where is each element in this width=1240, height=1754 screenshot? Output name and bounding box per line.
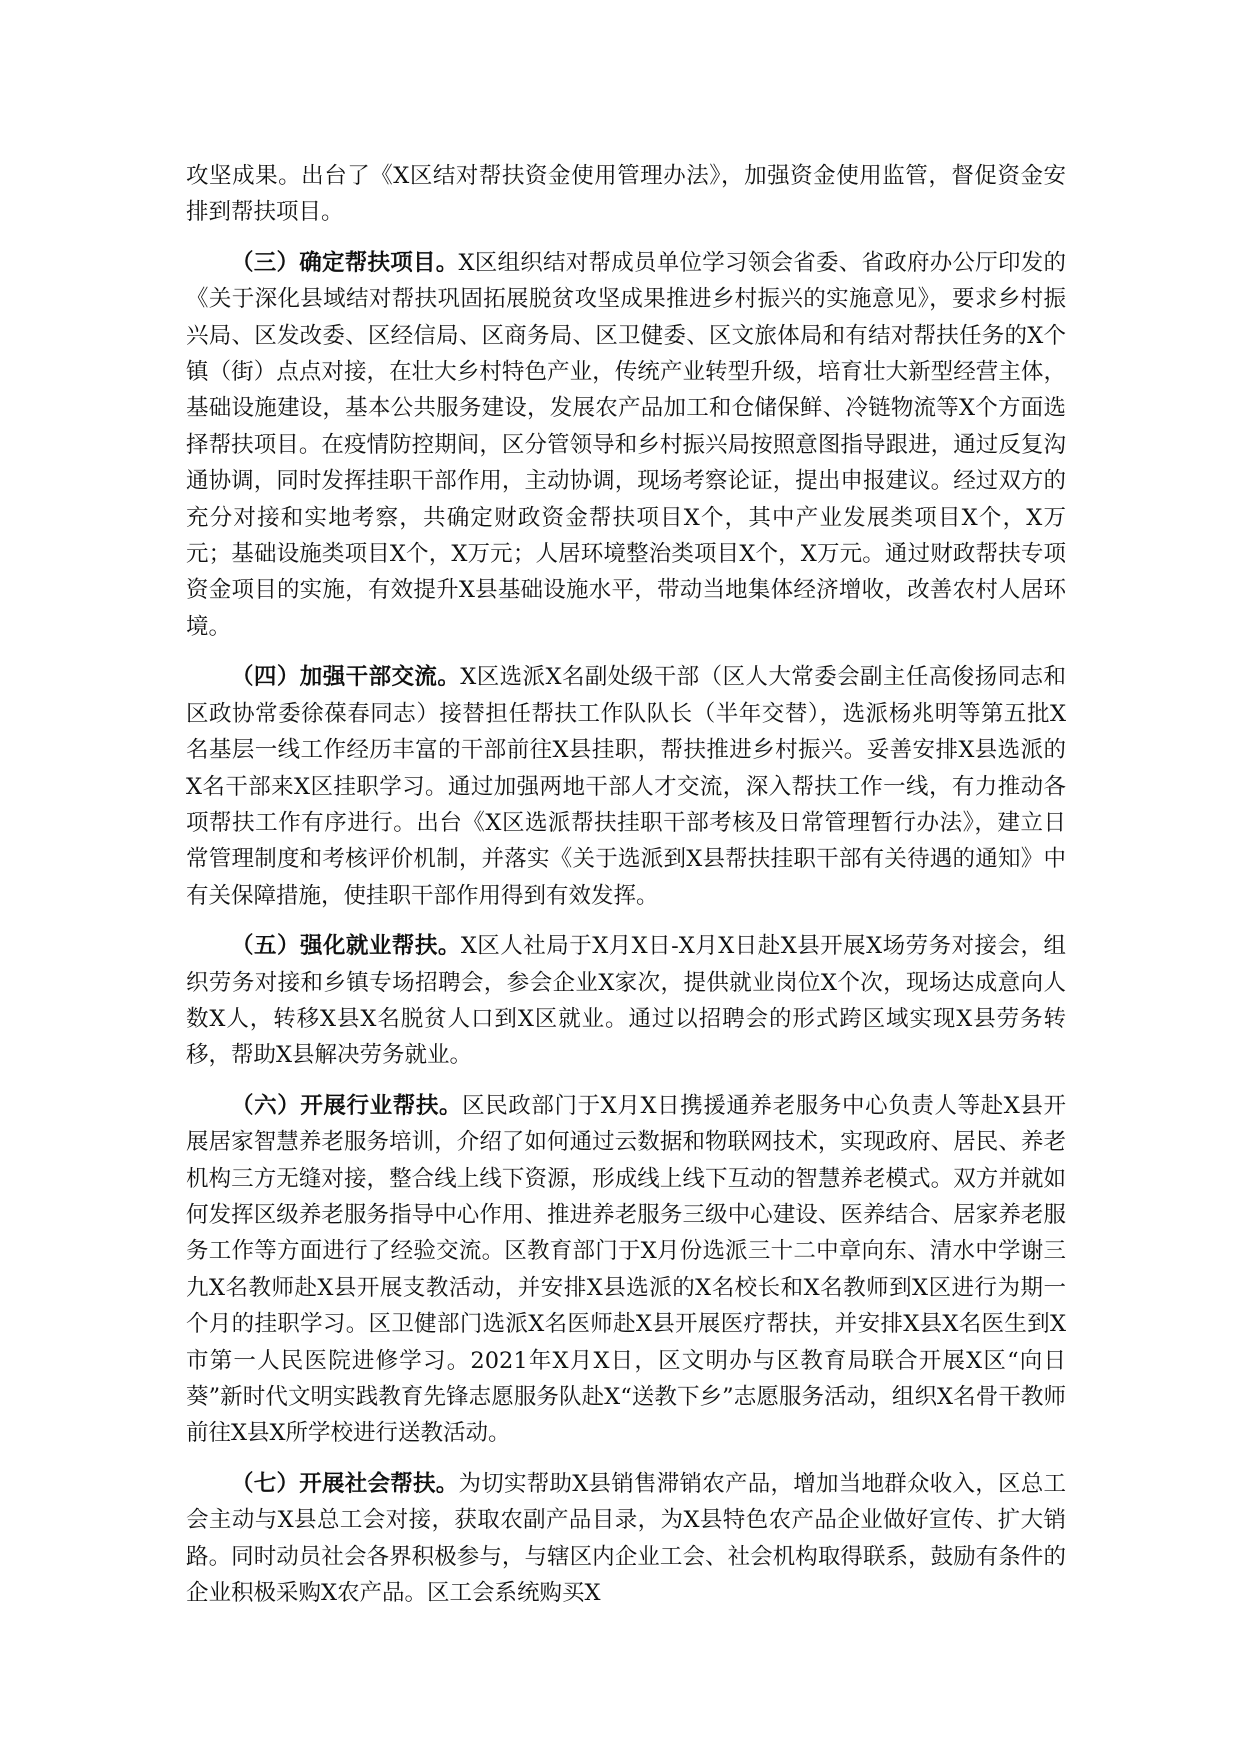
paragraph-text: 区民政部门于X月X日携援通养老服务中心负责人等赴X县开展居家智慧养老服务培训，介绍了如何通过云数据和物联网技术，实现政府、居民、养老机构三方无缝对接，整合线上线下资源，形成线上线下互动的智慧养老模式。双方并就如何发挥区级养老服务指导中心作用、推进养老服务三级中心建设、医养结合、居家养老服务工作等方面进行了经验交流。区教育部门于X月份选派三十二中章向东、清水中学谢三九X名教师赴X县开展支教活动，并安排X县选派的X名校长和X名教师到X区进行为期一个月的挂职学习。区卫健部门选派X名医师赴X县开展医疗帮扶，并安排X县X名医生到X市第一人民医院进修学习。2021年X月X日，区文明办与区教育局联合开展X区“向日葵”新时代文明实践教育先锋志愿服务队赴X“送教下乡”志愿服务活动，组织X名骨干教师前往X县X所学校进行送教活动。	[186, 1092, 1066, 1447]
paragraph-text: 攻坚成果。出台了《X区结对帮扶资金使用管理办法》，加强资金使用监管，督促资金安排到帮扶项目。	[186, 163, 1066, 226]
section-heading: （四）加强干部交流。	[231, 664, 461, 691]
paragraph-4	[186, 659, 1066, 914]
paragraph-text: X区组织结对帮成员单位学习领会省委、省政府办公厅印发的《关于深化县域结对帮扶巩固拓展脱贫攻坚成果推进乡村振兴的实施意见》，要求乡村振兴局、区发改委、区经信局、区商务局、区卫健委、区文旅体局和有结对帮扶任务的X个镇（街）点点对接，在壮大乡村特色产业，传统产业转型升级，培育壮大新型经营主体，基础设施建设，基本公共服务建设，发展农产品加工和仓储保鲜、冷链物流等X个方面选择帮扶项目。在疫情防控期间，区分管领导和乡村振兴局按照意图指导跟进，通过反复沟通协调，同时发挥挂职干部作用，主动协调，现场考察论证，提出申报建议。经过双方的充分对接和实地考察，共确定财政资金帮扶项目X个，其中产业发展类项目X个，X万元；基础设施类项目X个，X万元；人居环境整治类项目X个，X万元。通过财政帮扶专项资金项目的实施，有效提升X县基础设施水平，带动当地集体经济增收，改善农村人居环境。	[186, 249, 1066, 640]
section-heading: （七）开展社会帮扶。	[231, 1470, 459, 1497]
paragraph-intro	[186, 158, 1066, 231]
section-heading: （三）确定帮扶项目。	[231, 249, 459, 276]
paragraph-5	[186, 928, 1066, 1074]
paragraph-text: X区人社局于X月X日-X月X日赴X县开展X场劳务对接会，组织劳务对接和乡镇专场招聘会，参会企业X家次，提供就业岗位X个次，现场达成意向人数X人，转移X县X名脱贫人口到X区就业。通过以招聘会的形式跨区域实现X县劳务转移，帮助X县解决劳务就业。	[186, 933, 1066, 1069]
document-body	[186, 158, 1066, 1625]
paragraph-7	[186, 1466, 1066, 1612]
paragraph-6	[186, 1088, 1066, 1452]
paragraph-text: 为切实帮助X县销售滞销农产品，增加当地群众收入，区总工会主动与X县总工会对接，获取农副产品目录，为X县特色农产品企业做好宣传、扩大销路。同时动员社会各界积极参与，与辖区内企业工会、社会机构取得联系，鼓励有条件的企业积极采购X农产品。区工会系统购买X	[186, 1470, 1066, 1607]
section-heading: （五）强化就业帮扶。	[231, 933, 461, 960]
section-heading: （六）开展行业帮扶。	[231, 1092, 463, 1119]
paragraph-3	[186, 245, 1066, 645]
paragraph-text: X区选派X名副处级干部（区人大常委会副主任高俊扬同志和区政协常委徐葆春同志）接替担任帮扶工作队队长（半年交替），选派杨兆明等第五批X名基层一线工作经历丰富的干部前往X县挂职，帮扶推进乡村振兴。妥善安排X县选派的X名干部来X区挂职学习。通过加强两地干部人才交流，深入帮扶工作一线，有力推动各项帮扶工作有序进行。出台《X区选派帮扶挂职干部考核及日常管理暂行办法》，建立日常管理制度和考核评价机制，并落实《关于选派到X县帮扶挂职干部有关待遇的通知》中有关保障措施，使挂职干部作用得到有效发挥。	[186, 664, 1066, 909]
